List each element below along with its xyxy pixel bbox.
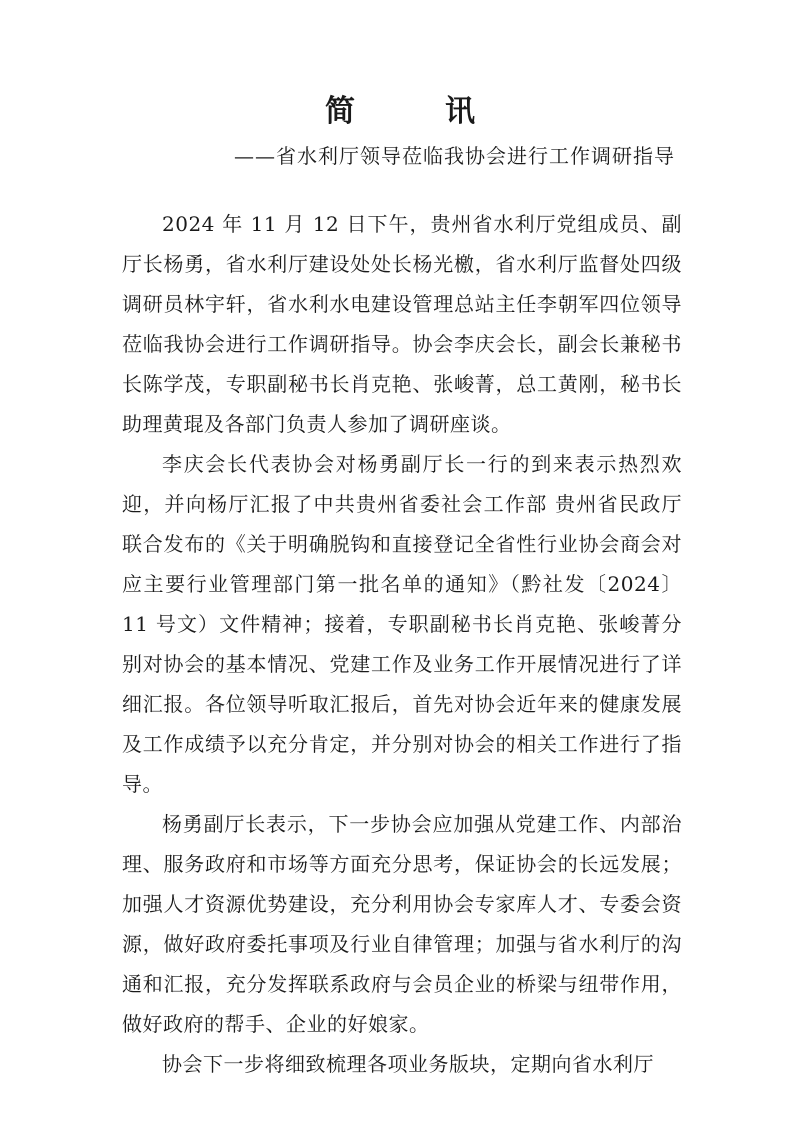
document-body — [122, 204, 682, 1084]
paragraph-4: 协会下一步将细致梳理各项业务版块，定期向省水利厅 — [162, 1052, 654, 1076]
paragraph-3: 杨勇副厅长表示，下一步协会应加强从党建工作、内部治理、服务政府和市场等方面充分思考，保证协会的长远发展；加强人才资源优势建设，充分利用协会专家库人才、专委会资源，做好政府委托事项及行业自律管理；加强与省水利厅的沟通和汇报，充分发挥联系政府与会员企业的桥梁与纽带作用，做好政府的帮手、企业的好娘家。 — [122, 812, 682, 1036]
document-subtitle: ——省水利厅领导莅临我协会进行工作调研指导 — [234, 144, 675, 168]
paragraph-1: 2024 年 11 月 12 日下午，贵州省水利厅党组成员、副厅长杨勇，省水利厅建设处处长杨光檄，省水利厅监督处四级调研员林宇轩，省水利水电建设管理总站主任李朝军四位领导莅临我协会进行工作调研指导。协会李庆会长，副会长兼秘书长陈学茂，专职副秘书长肖克艳、张峻菁，总工黄刚，秘书长助理黄琨及各部门负责人参加了调研座谈。 — [122, 212, 682, 436]
paragraph-2: 李庆会长代表协会对杨勇副厅长一行的到来表示热烈欢迎，并向杨厅汇报了中共贵州省委社会工作部 贵州省民政厅联合发布的《关于明确脱钩和直接登记全省性行业协会商会对应主要行业管理部门第一批名单的通知》（黔社发〔2024〕11 号文）文件精神；接着，专职副秘书长肖克艳、张峻菁分别对协会的基本情况、党建工作及业务工作开展情况进行了详细汇报。各位领导听取汇报后，首先对协会近年来的健康发展及工作成绩予以充分肯定，并分别对协会的相关工作进行了指导。 — [122, 452, 682, 796]
document-title: 简 讯 — [325, 94, 505, 129]
